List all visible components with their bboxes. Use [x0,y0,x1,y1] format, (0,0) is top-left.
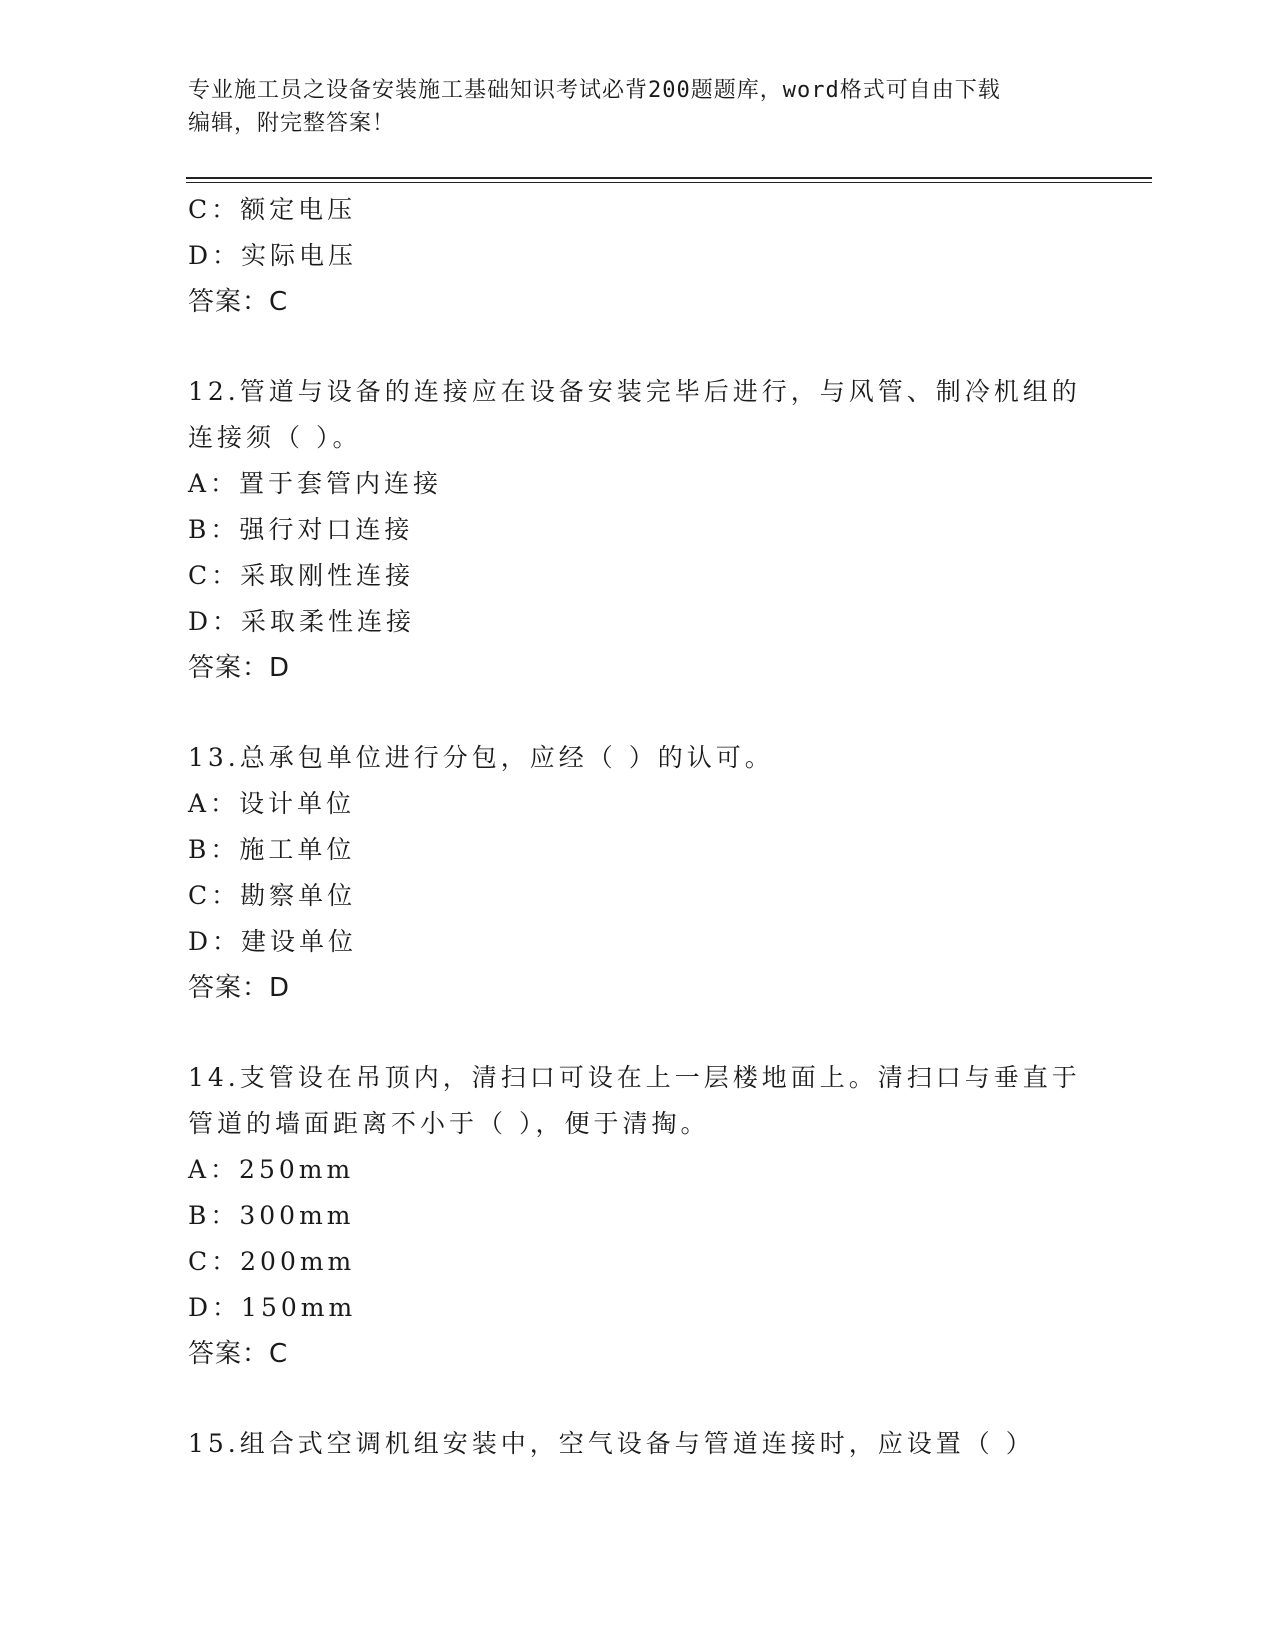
question-text-line1: 14.支管设在吊顶内，清扫口可设在上一层楼地面上。清扫口与垂直于 [188,1063,1081,1092]
option-c: C：勘察单位 [188,881,357,910]
question-text-line1: 15.组合式空调机组安装中，空气设备与管道连接时，应设置（ ） [188,1429,1035,1458]
option-a: A：250mm [188,1155,355,1184]
question-text-line1: 13.总承包单位进行分包，应经（ ）的认可。 [188,743,774,772]
answer-line: 答案：D [188,653,291,683]
question-text-line1: 12.管道与设备的连接应在设备安装完毕后进行，与风管、制冷机组的 [188,377,1081,406]
option-a: A：置于套管内连接 [188,469,443,498]
question-11-tail [188,187,1148,325]
question-14 [188,1055,1148,1377]
option-d: D：实际电压 [188,241,358,270]
option-b: B：强行对口连接 [188,515,414,544]
spacer [188,691,1148,735]
option-c: C：采取刚性连接 [188,561,415,590]
answer-line: 答案：C [188,287,289,317]
header-title-line2: 编辑，附完整答案！ [188,111,396,136]
document-header [188,74,1088,140]
option-c: C：额定电压 [188,195,357,224]
spacer [188,1377,1148,1421]
question-15 [188,1421,1148,1467]
spacer [188,1011,1148,1055]
option-b: B：300mm [188,1201,355,1230]
option-b: B：施工单位 [188,835,356,864]
header-title-line1: 专业施工员之设备安装施工基础知识考试必背200题题库，word格式可自由下载 [188,78,1001,103]
answer-line: 答案：D [188,973,291,1003]
option-c: C：200mm [188,1247,356,1276]
question-12 [188,369,1148,691]
question-13 [188,735,1148,1011]
option-a: A：设计单位 [188,789,356,818]
option-d: D：150mm [188,1293,357,1322]
document-body [188,187,1148,1467]
answer-line: 答案：C [188,1339,289,1369]
option-d: D：建设单位 [188,927,358,956]
header-divider [186,177,1152,183]
question-text-line2: 连接须（ ）。 [188,423,362,452]
spacer [188,325,1148,369]
question-text-line2: 管道的墙面距离不小于（ ），便于清掏。 [188,1109,710,1138]
option-d: D：采取柔性连接 [188,607,416,636]
